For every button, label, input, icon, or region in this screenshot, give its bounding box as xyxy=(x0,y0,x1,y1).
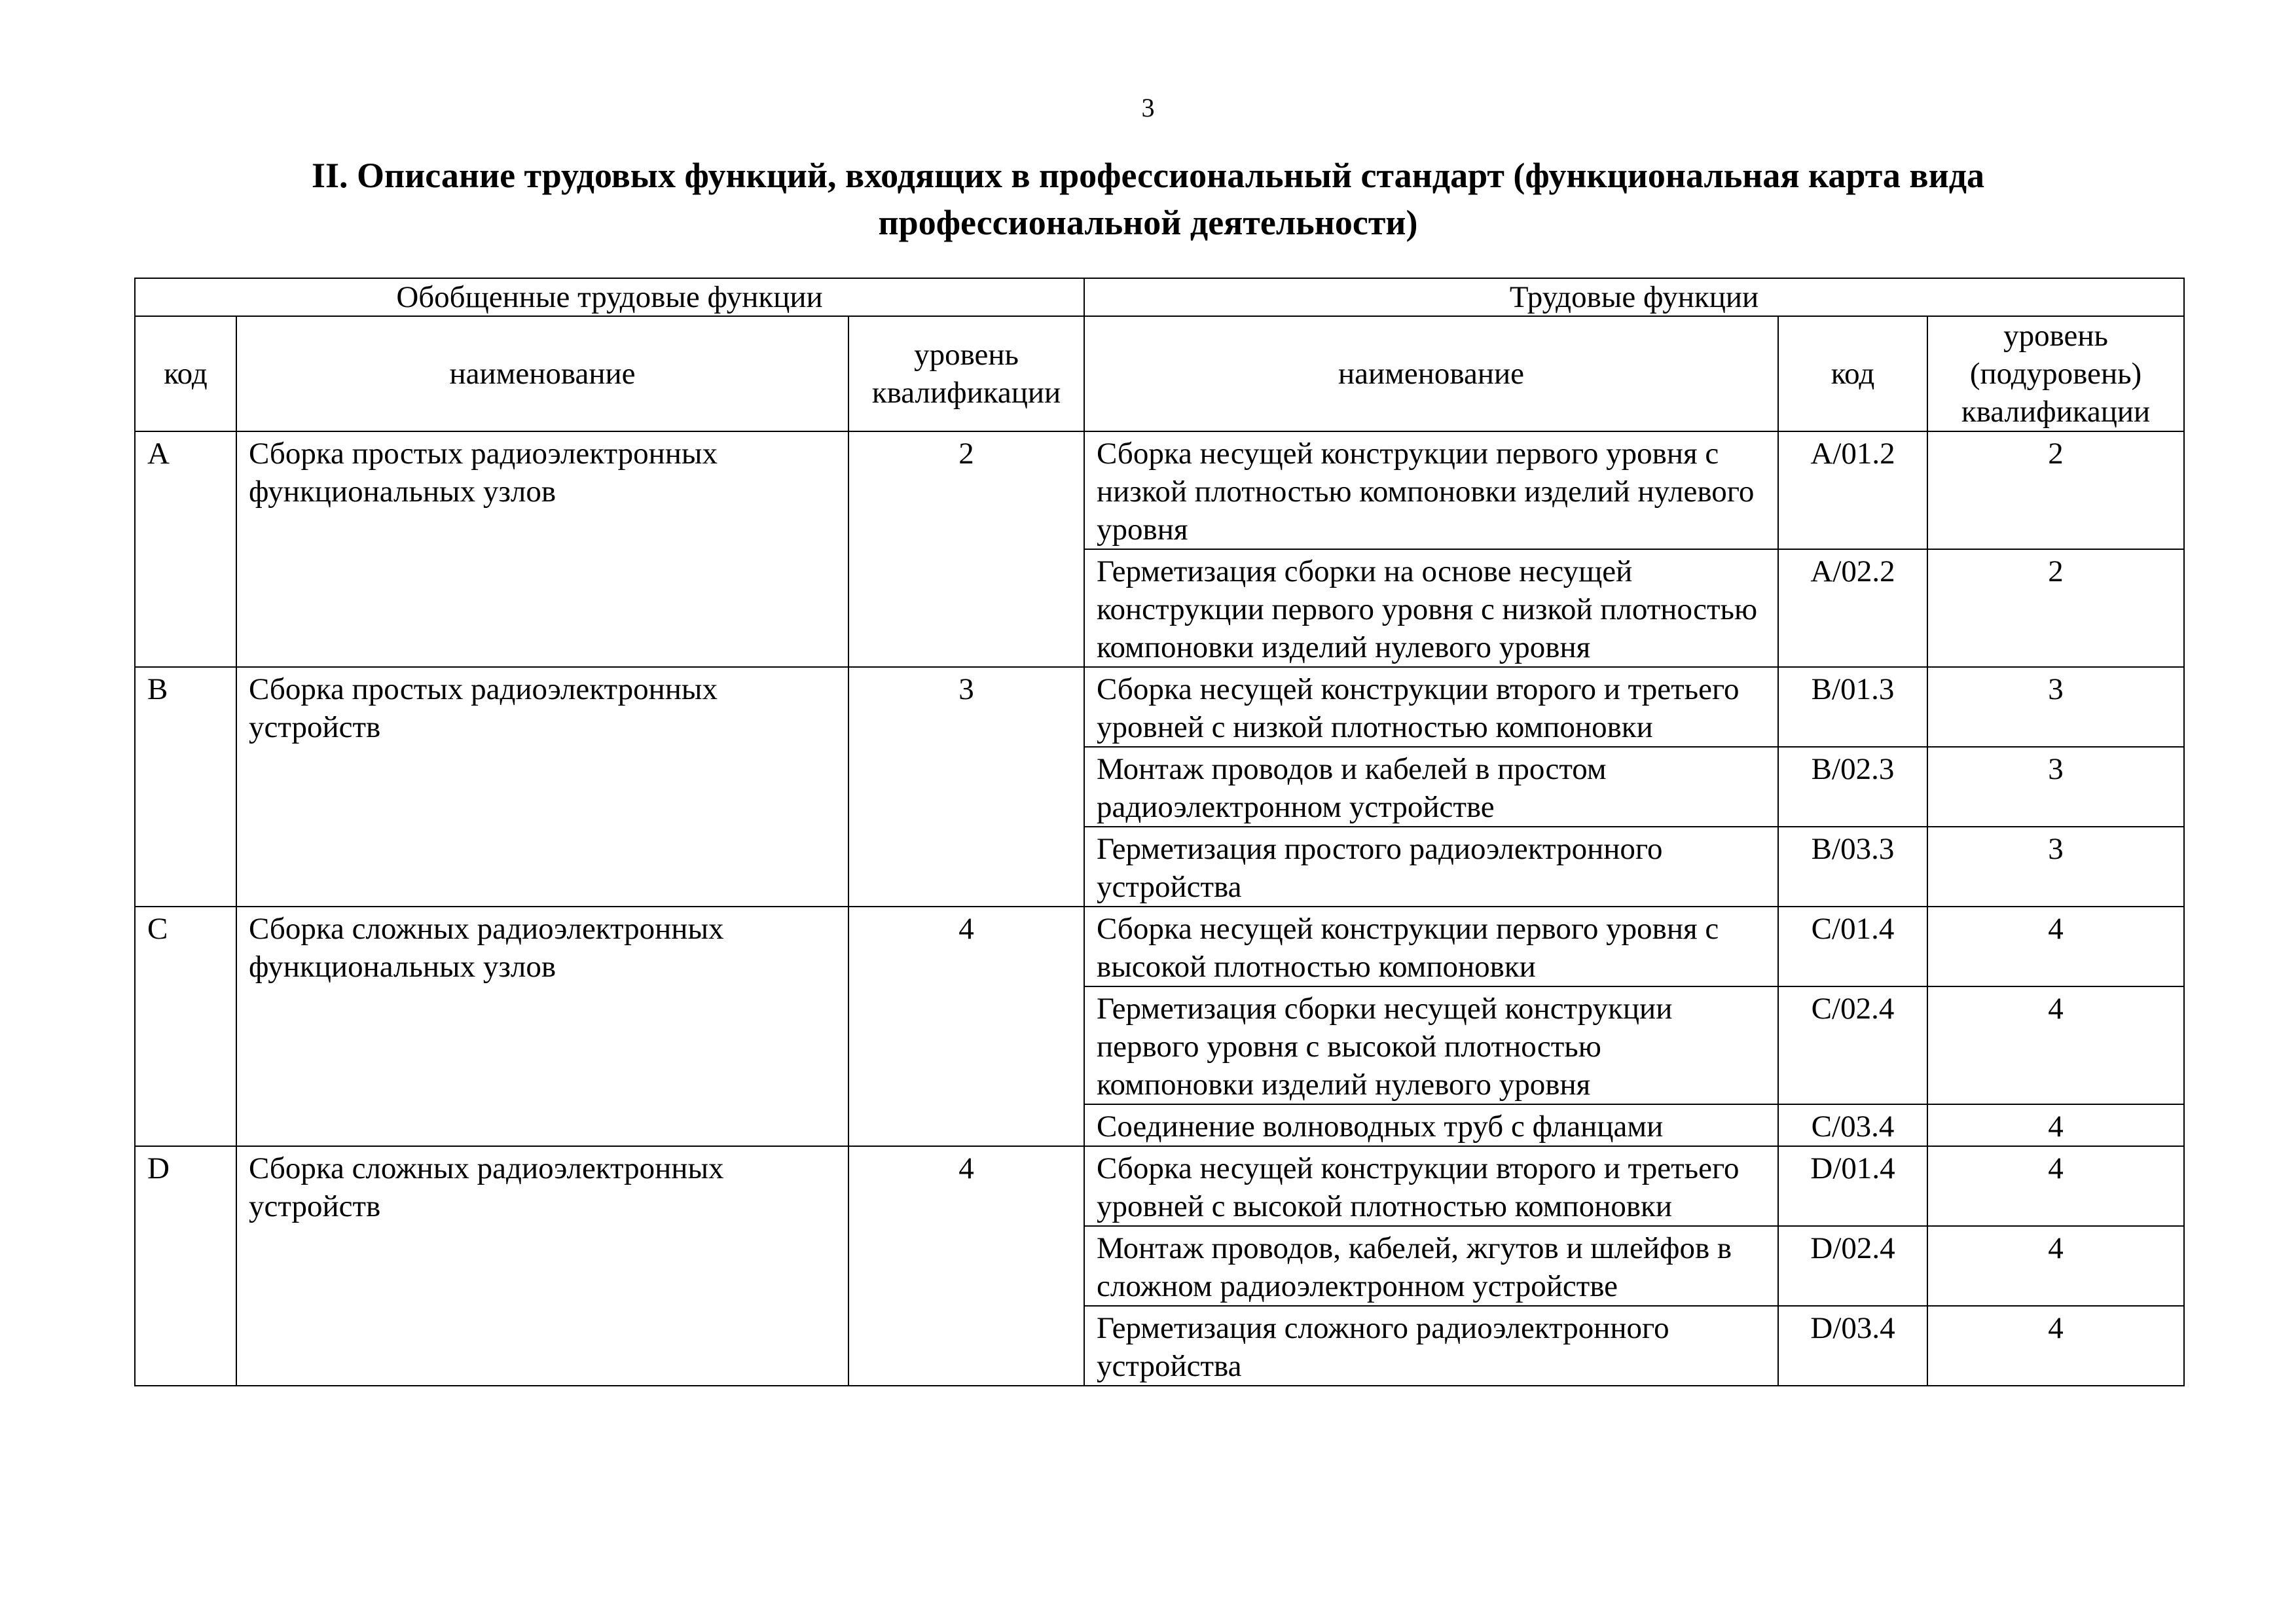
function-code: B/01.3 xyxy=(1778,667,1927,747)
group-code: A xyxy=(135,431,236,667)
function-level: 4 xyxy=(1927,1104,2184,1146)
header-gen-code: код xyxy=(135,316,236,431)
header-labor-functions: Трудовые функции xyxy=(1084,278,2184,316)
function-level: 4 xyxy=(1927,1306,2184,1386)
function-code: B/02.3 xyxy=(1778,747,1927,827)
table-row xyxy=(135,1146,2184,1226)
function-level: 2 xyxy=(1927,431,2184,549)
function-code: C/03.4 xyxy=(1778,1104,1927,1146)
group-code: D xyxy=(135,1146,236,1386)
page-number: 3 xyxy=(1141,93,1155,122)
section-heading xyxy=(131,152,2165,246)
group-level: 3 xyxy=(848,667,1084,907)
function-code: B/03.3 xyxy=(1778,827,1927,907)
column-header-row xyxy=(135,316,2184,431)
group-code: C xyxy=(135,907,236,1146)
function-name: Герметизация сборки на основе несущей конструкции первого уровня с низкой плотностью компоновки изделий нулевого уровня xyxy=(1084,549,1778,667)
table-row xyxy=(135,907,2184,986)
function-name: Монтаж проводов, кабелей, жгутов и шлейфов в сложном радиоэлектронном устройстве xyxy=(1084,1226,1778,1306)
function-name: Герметизация простого радиоэлектронного устройства xyxy=(1084,827,1778,907)
table-row xyxy=(135,431,2184,549)
function-code: A/01.2 xyxy=(1778,431,1927,549)
header-generalized-functions: Обобщенные трудовые функции xyxy=(135,278,1084,316)
function-level: 4 xyxy=(1927,986,2184,1104)
function-name: Герметизация сложного радиоэлектронного устройства xyxy=(1084,1306,1778,1386)
function-name: Герметизация сборки несущей конструкции первого уровня с высокой плотностью компоновки изделий нулевого уровня xyxy=(1084,986,1778,1104)
group-name: Сборка сложных радиоэлектронных функциональных узлов xyxy=(236,907,848,1146)
header-fn-code: код xyxy=(1778,316,1927,431)
function-code: D/03.4 xyxy=(1778,1306,1927,1386)
group-name: Сборка простых радиоэлектронных функциональных узлов xyxy=(236,431,848,667)
function-code: C/01.4 xyxy=(1778,907,1927,986)
function-level: 4 xyxy=(1927,907,2184,986)
group-name: Сборка простых радиоэлектронных устройств xyxy=(236,667,848,907)
function-code: D/02.4 xyxy=(1778,1226,1927,1306)
function-code: D/01.4 xyxy=(1778,1146,1927,1226)
group-name: Сборка сложных радиоэлектронных устройств xyxy=(236,1146,848,1386)
function-name: Сборка несущей конструкции второго и третьего уровней с высокой плотностью компоновки xyxy=(1084,1146,1778,1226)
function-level: 4 xyxy=(1927,1146,2184,1226)
group-header-row xyxy=(135,278,2184,316)
function-level: 3 xyxy=(1927,667,2184,747)
header-gen-name: наименование xyxy=(236,316,848,431)
group-level: 4 xyxy=(848,1146,1084,1386)
function-name: Сборка несущей конструкции первого уровня с высокой плотностью компоновки xyxy=(1084,907,1778,986)
group-code: B xyxy=(135,667,236,907)
functional-map-table xyxy=(134,278,2185,1386)
function-level: 3 xyxy=(1927,827,2184,907)
function-name: Сборка несущей конструкции второго и третьего уровней с низкой плотностью компоновки xyxy=(1084,667,1778,747)
group-level: 2 xyxy=(848,431,1084,667)
function-name: Монтаж проводов и кабелей в простом радиоэлектронном устройстве xyxy=(1084,747,1778,827)
function-level: 4 xyxy=(1927,1226,2184,1306)
table-row xyxy=(135,667,2184,747)
header-gen-level: уровень квалификации xyxy=(848,316,1084,431)
function-name: Сборка несущей конструкции первого уровня с низкой плотностью компоновки изделий нулевого уровня xyxy=(1084,431,1778,549)
function-name: Соединение волноводных труб с фланцами xyxy=(1084,1104,1778,1146)
group-level: 4 xyxy=(848,907,1084,1146)
header-fn-name: наименование xyxy=(1084,316,1778,431)
header-fn-level: уровень (подуровень) квалификации xyxy=(1927,316,2184,431)
function-code: A/02.2 xyxy=(1778,549,1927,667)
section-heading-line-2: профессиональной деятельности) xyxy=(878,203,1418,242)
section-heading-line-1: II. Описание трудовых функций, входящих в профессиональный стандарт (функциональная карта вида xyxy=(311,156,1985,195)
function-level: 2 xyxy=(1927,549,2184,667)
function-code: C/02.4 xyxy=(1778,986,1927,1104)
function-level: 3 xyxy=(1927,747,2184,827)
